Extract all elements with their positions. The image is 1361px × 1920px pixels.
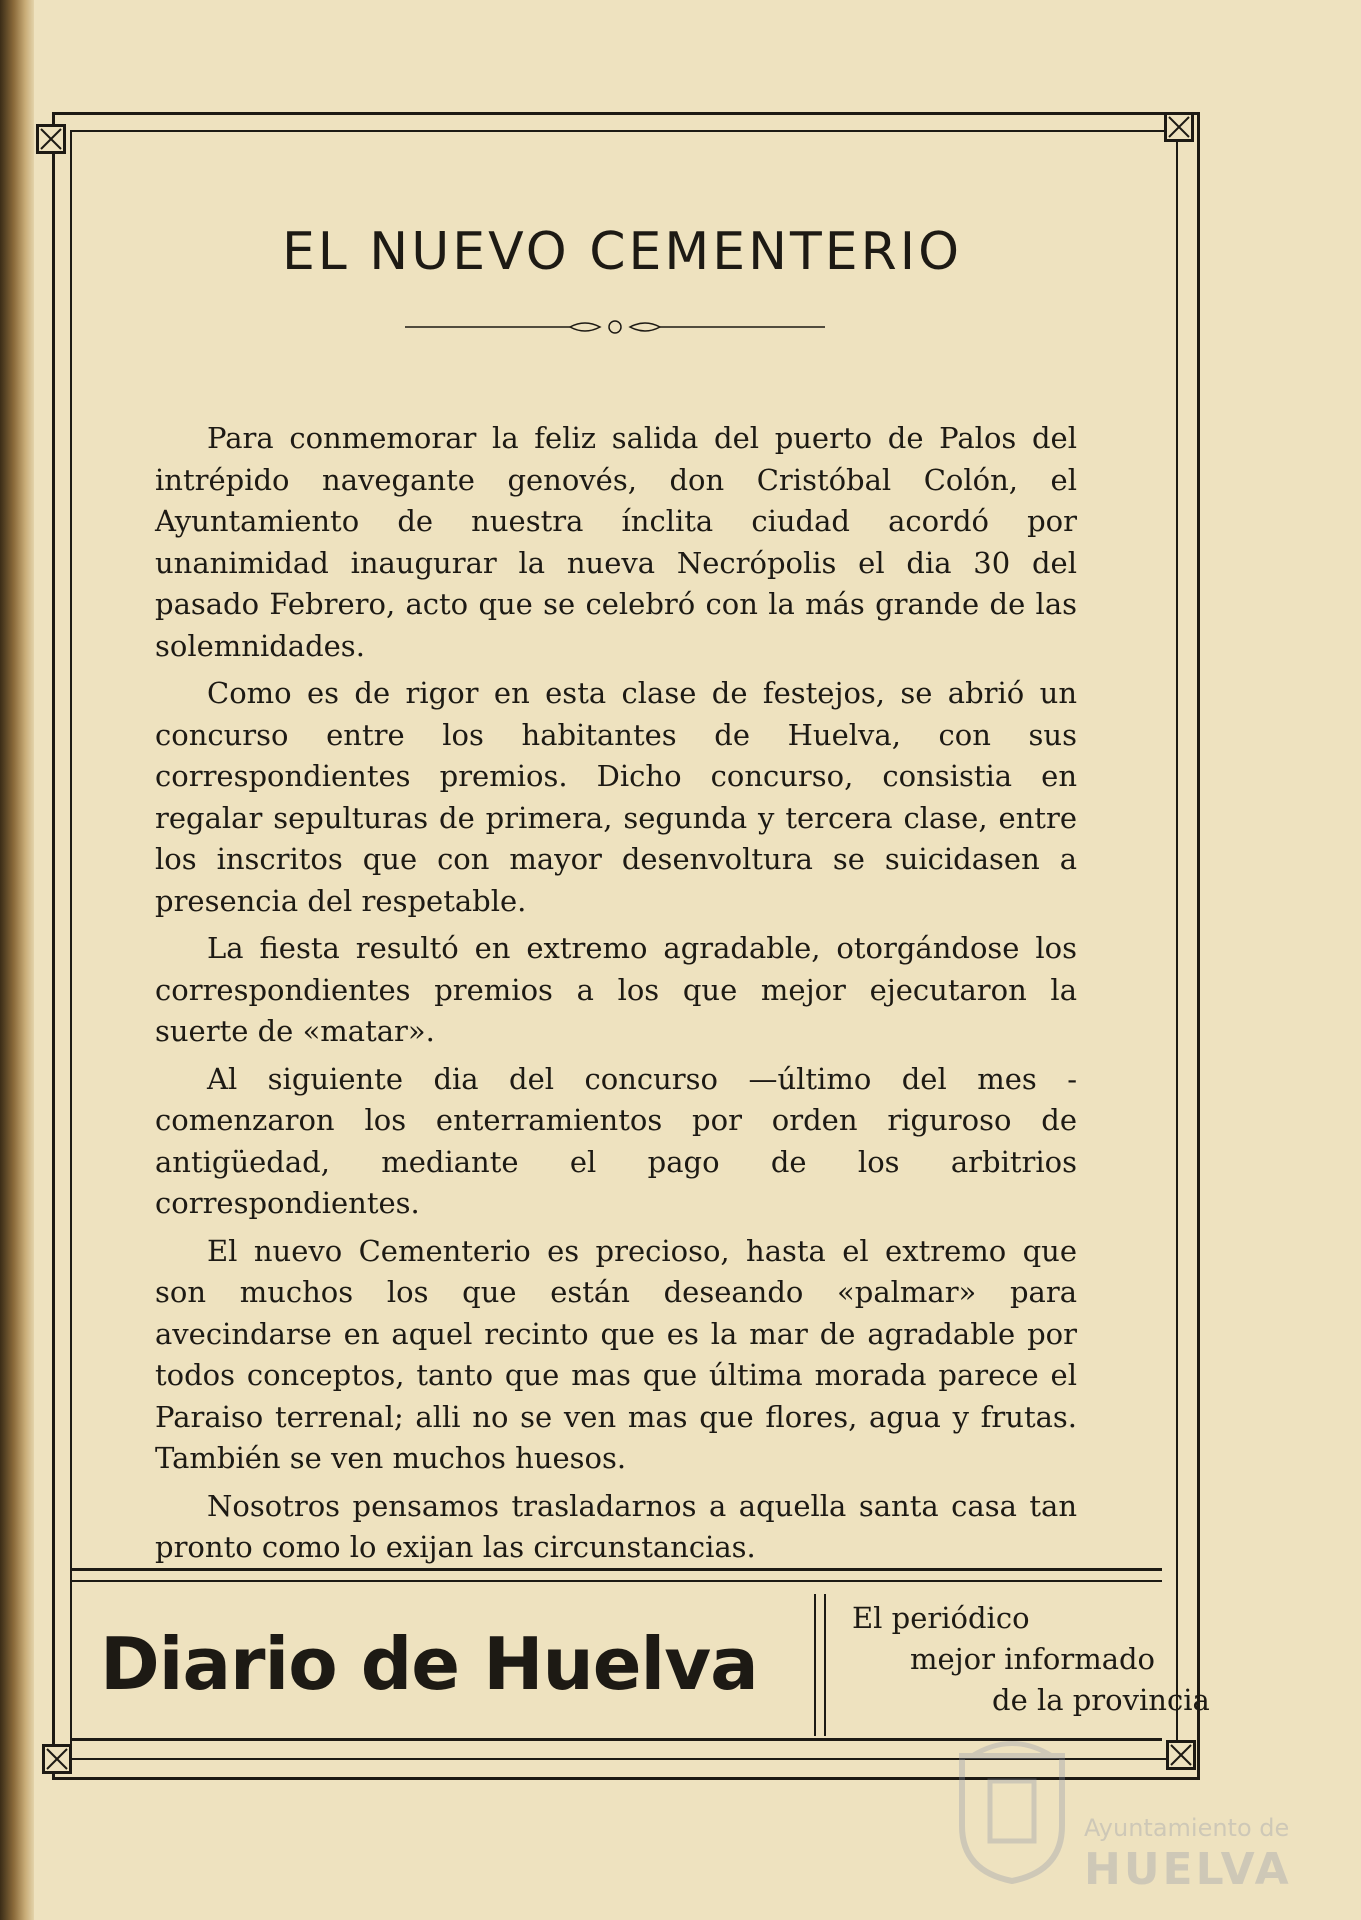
article-body <box>155 418 1077 1575</box>
article-paragraph: La fiesta resultó en extremo agradable, otorgándose los correspondientes premios a los que mejor ejecutaron la suerte de «matar». <box>155 931 1077 1048</box>
slogan-line: de la provincia <box>992 1683 1210 1717</box>
article-paragraph: Para conmemorar la feliz salida del puerto de Palos del intrépido navegante genovés, don Cristóbal Colón, el Ayuntamiento de nuestra ínclita ciudad acordó por unanimidad inaugurar la nueva Necrópolis el dia 30 del pasado Febrero, acto que se celebró con la más grande de las solemnidades. <box>155 421 1077 663</box>
divider-rule <box>824 1594 826 1736</box>
slogan-line: El periódico <box>852 1601 1030 1635</box>
corner-ornament-icon <box>1164 112 1194 142</box>
watermark-line: HUELVA <box>1084 1844 1292 1895</box>
title-divider-ornament-icon <box>405 316 825 338</box>
slogan-line: mejor informado <box>910 1642 1156 1676</box>
article-paragraph: Al siguiente dia del concurso —último del mes - comenzaron los enterramientos por orden riguroso de antigüedad, mediante el pago de los arbitrios correspondientes. <box>155 1061 1077 1220</box>
divider-rule <box>72 1568 1162 1571</box>
advertisement-box <box>72 1582 1210 1736</box>
book-spine <box>0 0 34 1920</box>
article-title: EL NUEVO CEMENTERIO <box>281 222 963 282</box>
divider-rule <box>814 1594 816 1736</box>
watermark-line: Ayuntamiento de <box>1084 1814 1290 1842</box>
corner-ornament-icon <box>42 1744 72 1774</box>
advertisement-slogan <box>852 1598 1232 1721</box>
coat-of-arms-icon <box>952 1736 1072 1886</box>
article-paragraph: Como es de rigor en esta clase de festejos, se abrió un concurso entre los habitantes de Huelva, con sus correspondientes premios. Dicho concurso, consistia en regalar sepulturas de primera, segunda y tercera clase, entre los inscritos que con mayor desenvoltura se suicidasen a presencia del respetable. <box>155 676 1077 918</box>
article-paragraph: El nuevo Cementerio es precioso, hasta el extremo que son muchos los que están deseando «palmar» para avecindarse en aquel recinto que es la mar de agradable por todos conceptos, tanto que mas que última morada parece el Paraiso terrenal; alli no se ven mas que flores, agua y frutas. También se ven muchos huesos. <box>155 1233 1077 1475</box>
advertisement-brand: Diario de Huelva <box>100 1622 758 1706</box>
article-paragraph: Nosotros pensamos trasladarnos a aquella santa casa tan pronto como lo exijan las circunstancias. <box>155 1488 1077 1564</box>
corner-ornament-icon <box>36 124 66 154</box>
archive-watermark <box>952 1726 1352 1906</box>
